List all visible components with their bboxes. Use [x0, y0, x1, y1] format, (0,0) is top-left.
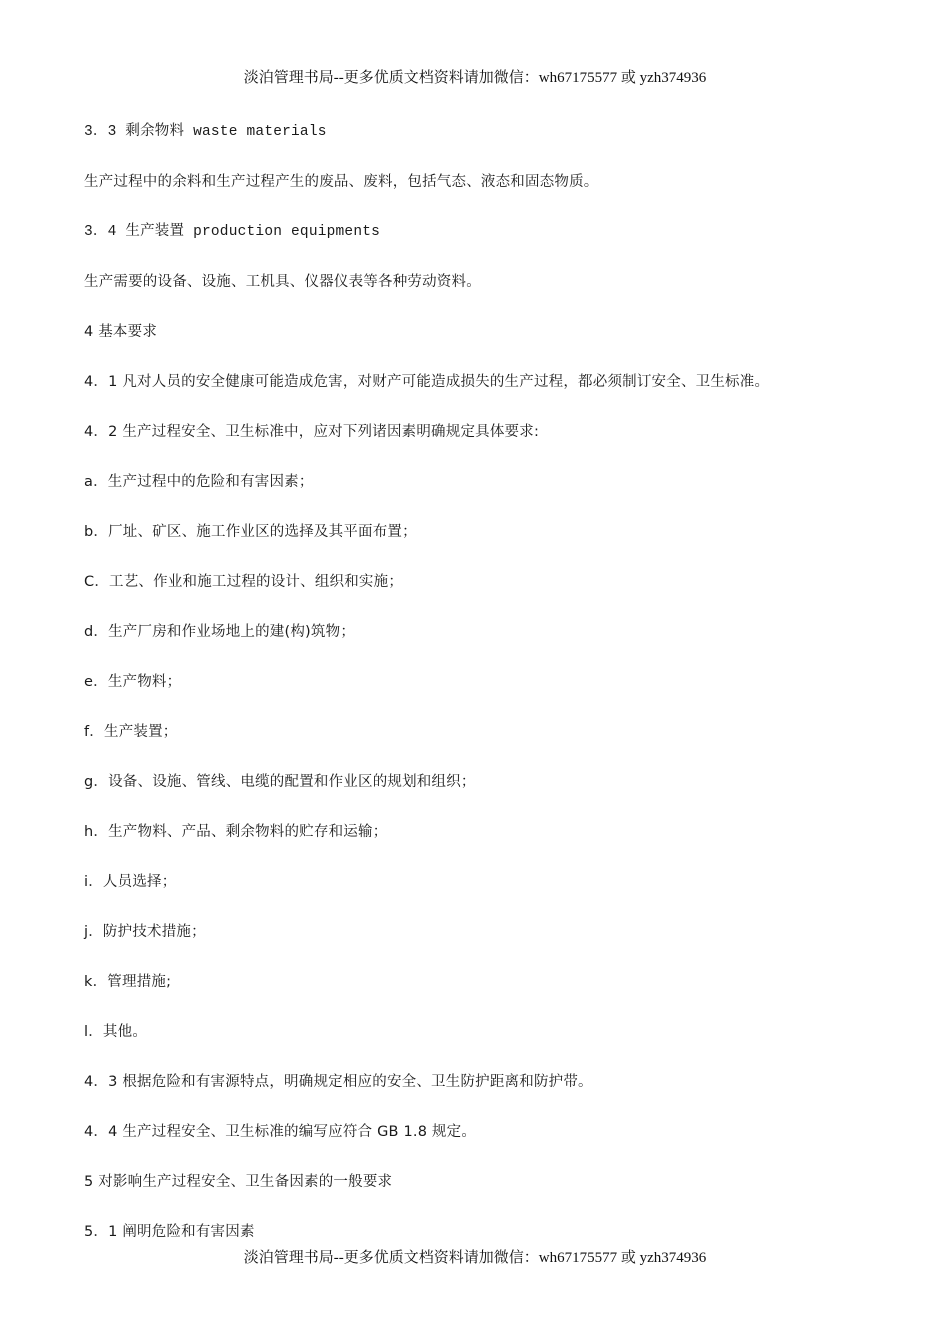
list-item-i: i．人员选择；: [84, 874, 177, 890]
list-item-c: C．工艺、作业和施工过程的设计、组织和实施；: [84, 574, 404, 590]
paragraph-4-1: 4．1 凡对人员的安全健康可能造成危害，对财产可能造成损失的生产过程，都必须制订安全、卫生标准。: [84, 374, 770, 390]
list-item-e: e．生产物料；: [84, 674, 182, 690]
paragraph-4-4: 4．4 生产过程安全、卫生标准的编写应符合 GB 1.8 规定。: [84, 1124, 477, 1140]
list-item-l: l．其他。: [84, 1024, 148, 1040]
section-5-heading: 5 对影响生产过程安全、卫生备因素的一般要求: [84, 1174, 393, 1190]
list-item-a: a．生产过程中的危险和有害因素；: [84, 474, 314, 490]
section-3-4-heading: 3．4 生产装置 production equipments: [84, 224, 381, 240]
page-header: 淡泊管理书局--更多优质文档资料请加微信：wh67175577 或 yzh374936: [243, 70, 707, 86]
section-4-heading: 4 基本要求: [84, 324, 158, 340]
paragraph-4-2: 4．2 生产过程安全、卫生标准中，应对下列诸因素明确规定具体要求:: [84, 424, 540, 440]
paragraph-3-3-definition: 生产过程中的余料和生产过程产生的废品、废料，包括气态、液态和固态物质。: [84, 174, 599, 190]
list-item-f: f．生产装置；: [84, 724, 178, 740]
list-item-b: b．厂址、矿区、施工作业区的选择及其平面布置；: [84, 524, 417, 540]
list-item-h: h．生产物料、产品、剩余物料的贮存和运输；: [84, 824, 388, 840]
page-footer: 淡泊管理书局--更多优质文档资料请加微信：wh67175577 或 yzh374936: [243, 1250, 707, 1266]
section-5-1-heading: 5．1 阐明危险和有害因素: [84, 1224, 255, 1240]
list-item-k: k．管理措施;: [84, 974, 172, 990]
list-item-j: j．防护技术措施；: [84, 924, 206, 940]
paragraph-3-4-definition: 生产需要的设备、设施、工机具、仪器仪表等各种劳动资料。: [84, 274, 481, 290]
list-item-d: d．生产厂房和作业场地上的建(构)筑物；: [84, 624, 356, 640]
paragraph-4-3: 4．3 根据危险和有害源特点，明确规定相应的安全、卫生防护距离和防护带。: [84, 1074, 593, 1090]
list-item-g: g．设备、设施、管线、电缆的配置和作业区的规划和组织；: [84, 774, 476, 790]
section-3-3-heading: 3．3 剩余物料 waste materials: [84, 124, 327, 140]
